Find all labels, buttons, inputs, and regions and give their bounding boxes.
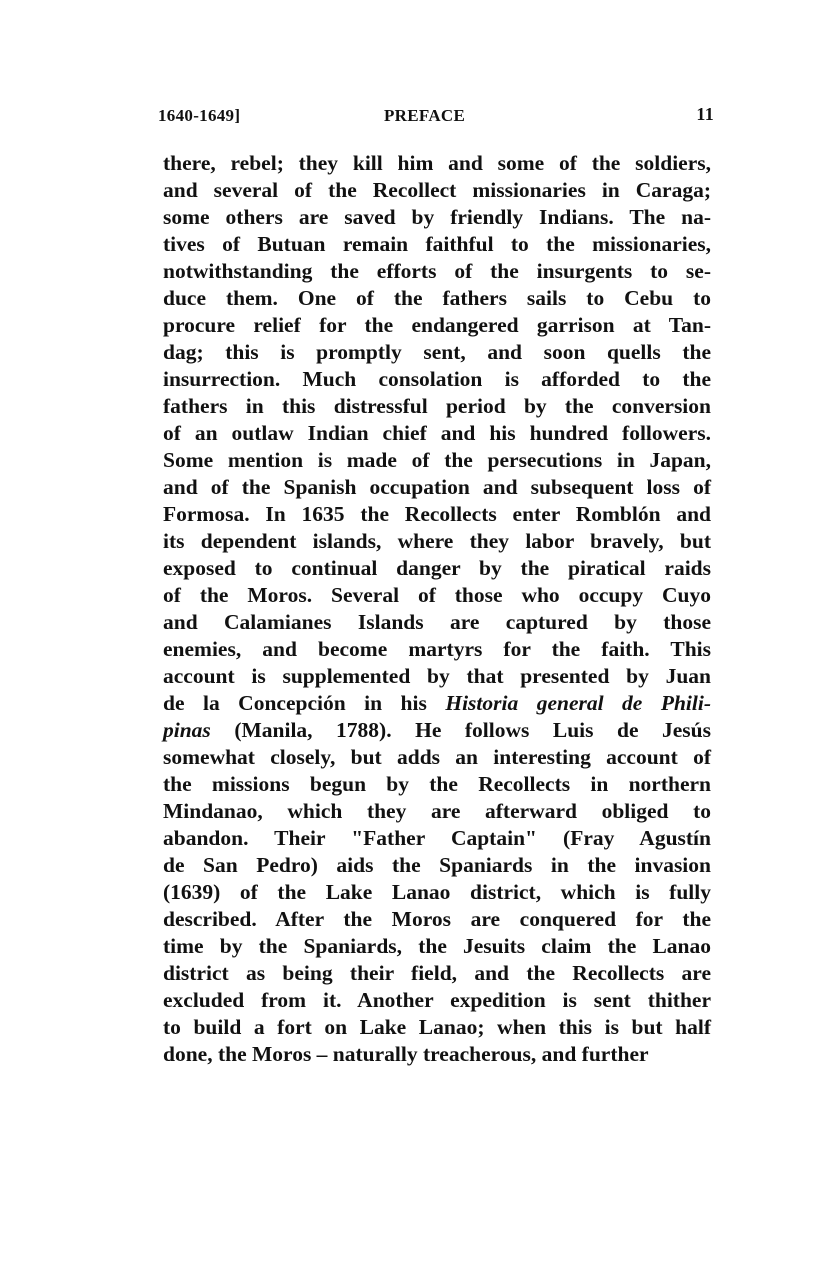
text-line: its dependent islands, where they labor bravely, but: [163, 529, 711, 553]
text-line: account is supplemented by that presented by Juan: [163, 664, 711, 688]
text-line: duce them. One of the fathers sails to Cebu to: [163, 286, 711, 310]
text-line: excluded from it. Another expedition is sent thither: [163, 988, 711, 1012]
text-line: some others are saved by friendly Indians. The na-: [163, 205, 711, 229]
text-line: described. After the Moros are conquered for the: [163, 907, 711, 931]
text-line: fathers in this distressful period by the conversion: [163, 394, 711, 418]
text-line: procure relief for the endangered garrison at Tan-: [163, 313, 711, 337]
text-line: and Calamianes Islands are captured by those: [163, 610, 711, 634]
text-line: notwithstanding the efforts of the insurgents to se-: [163, 259, 711, 283]
text-line: insurrection. Much consolation is afforded to the: [163, 367, 711, 391]
text-line: the missions begun by the Recollects in northern: [163, 772, 711, 796]
text-line-start: de la Concepción in his: [163, 691, 427, 715]
text-line-rest: (Manila, 1788). He follows Luis de Jesús: [210, 718, 711, 742]
running-head-years: 1640-1649]: [158, 106, 241, 125]
text-line-with-title: [163, 690, 711, 717]
text-line: there, rebel; they kill him and some of the soldiers,: [163, 151, 711, 175]
text-line: Mindanao, which they are afterward obliged to: [163, 799, 711, 823]
text-line: Formosa. In 1635 the Recollects enter Romblón and: [163, 502, 711, 526]
text-line: de San Pedro) aids the Spaniards in the invasion: [163, 853, 711, 877]
text-line: exposed to continual danger by the piratical raids: [163, 556, 711, 580]
text-line: tives of Butuan remain faithful to the missionaries,: [163, 232, 711, 256]
text-line: somewhat closely, but adds an interesting account of: [163, 745, 711, 769]
running-head-title: PREFACE: [384, 106, 466, 125]
page-number: 11: [696, 104, 714, 124]
text-line: done, the Moros – naturally treacherous, and further: [163, 1042, 649, 1066]
book-title-italic-end: pinas: [163, 718, 211, 742]
text-line-with-title-end: [163, 717, 711, 744]
text-line: enemies, and become martyrs for the faith. This: [163, 637, 711, 661]
book-title-italic: Historia general de Phili-: [445, 691, 711, 715]
text-line: Some mention is made of the persecutions in Japan,: [163, 448, 711, 472]
body-text: [163, 150, 711, 1068]
text-line: of an outlaw Indian chief and his hundred followers.: [163, 421, 711, 445]
text-line: dag; this is promptly sent, and soon quells the: [163, 340, 711, 364]
text-line: of the Moros. Several of those who occupy Cuyo: [163, 583, 711, 607]
running-head: [158, 106, 714, 132]
text-line: time by the Spaniards, the Jesuits claim the Lanao: [163, 934, 711, 958]
text-line: to build a fort on Lake Lanao; when this is but half: [163, 1015, 711, 1039]
text-line: abandon. Their "Father Captain" (Fray Agustín: [163, 826, 711, 850]
text-line: district as being their field, and the Recollects are: [163, 961, 711, 985]
text-line: and of the Spanish occupation and subsequent loss of: [163, 475, 711, 499]
text-line: (1639) of the Lake Lanao district, which is fully: [163, 880, 711, 904]
text-line: and several of the Recollect missionaries in Caraga;: [163, 178, 711, 202]
